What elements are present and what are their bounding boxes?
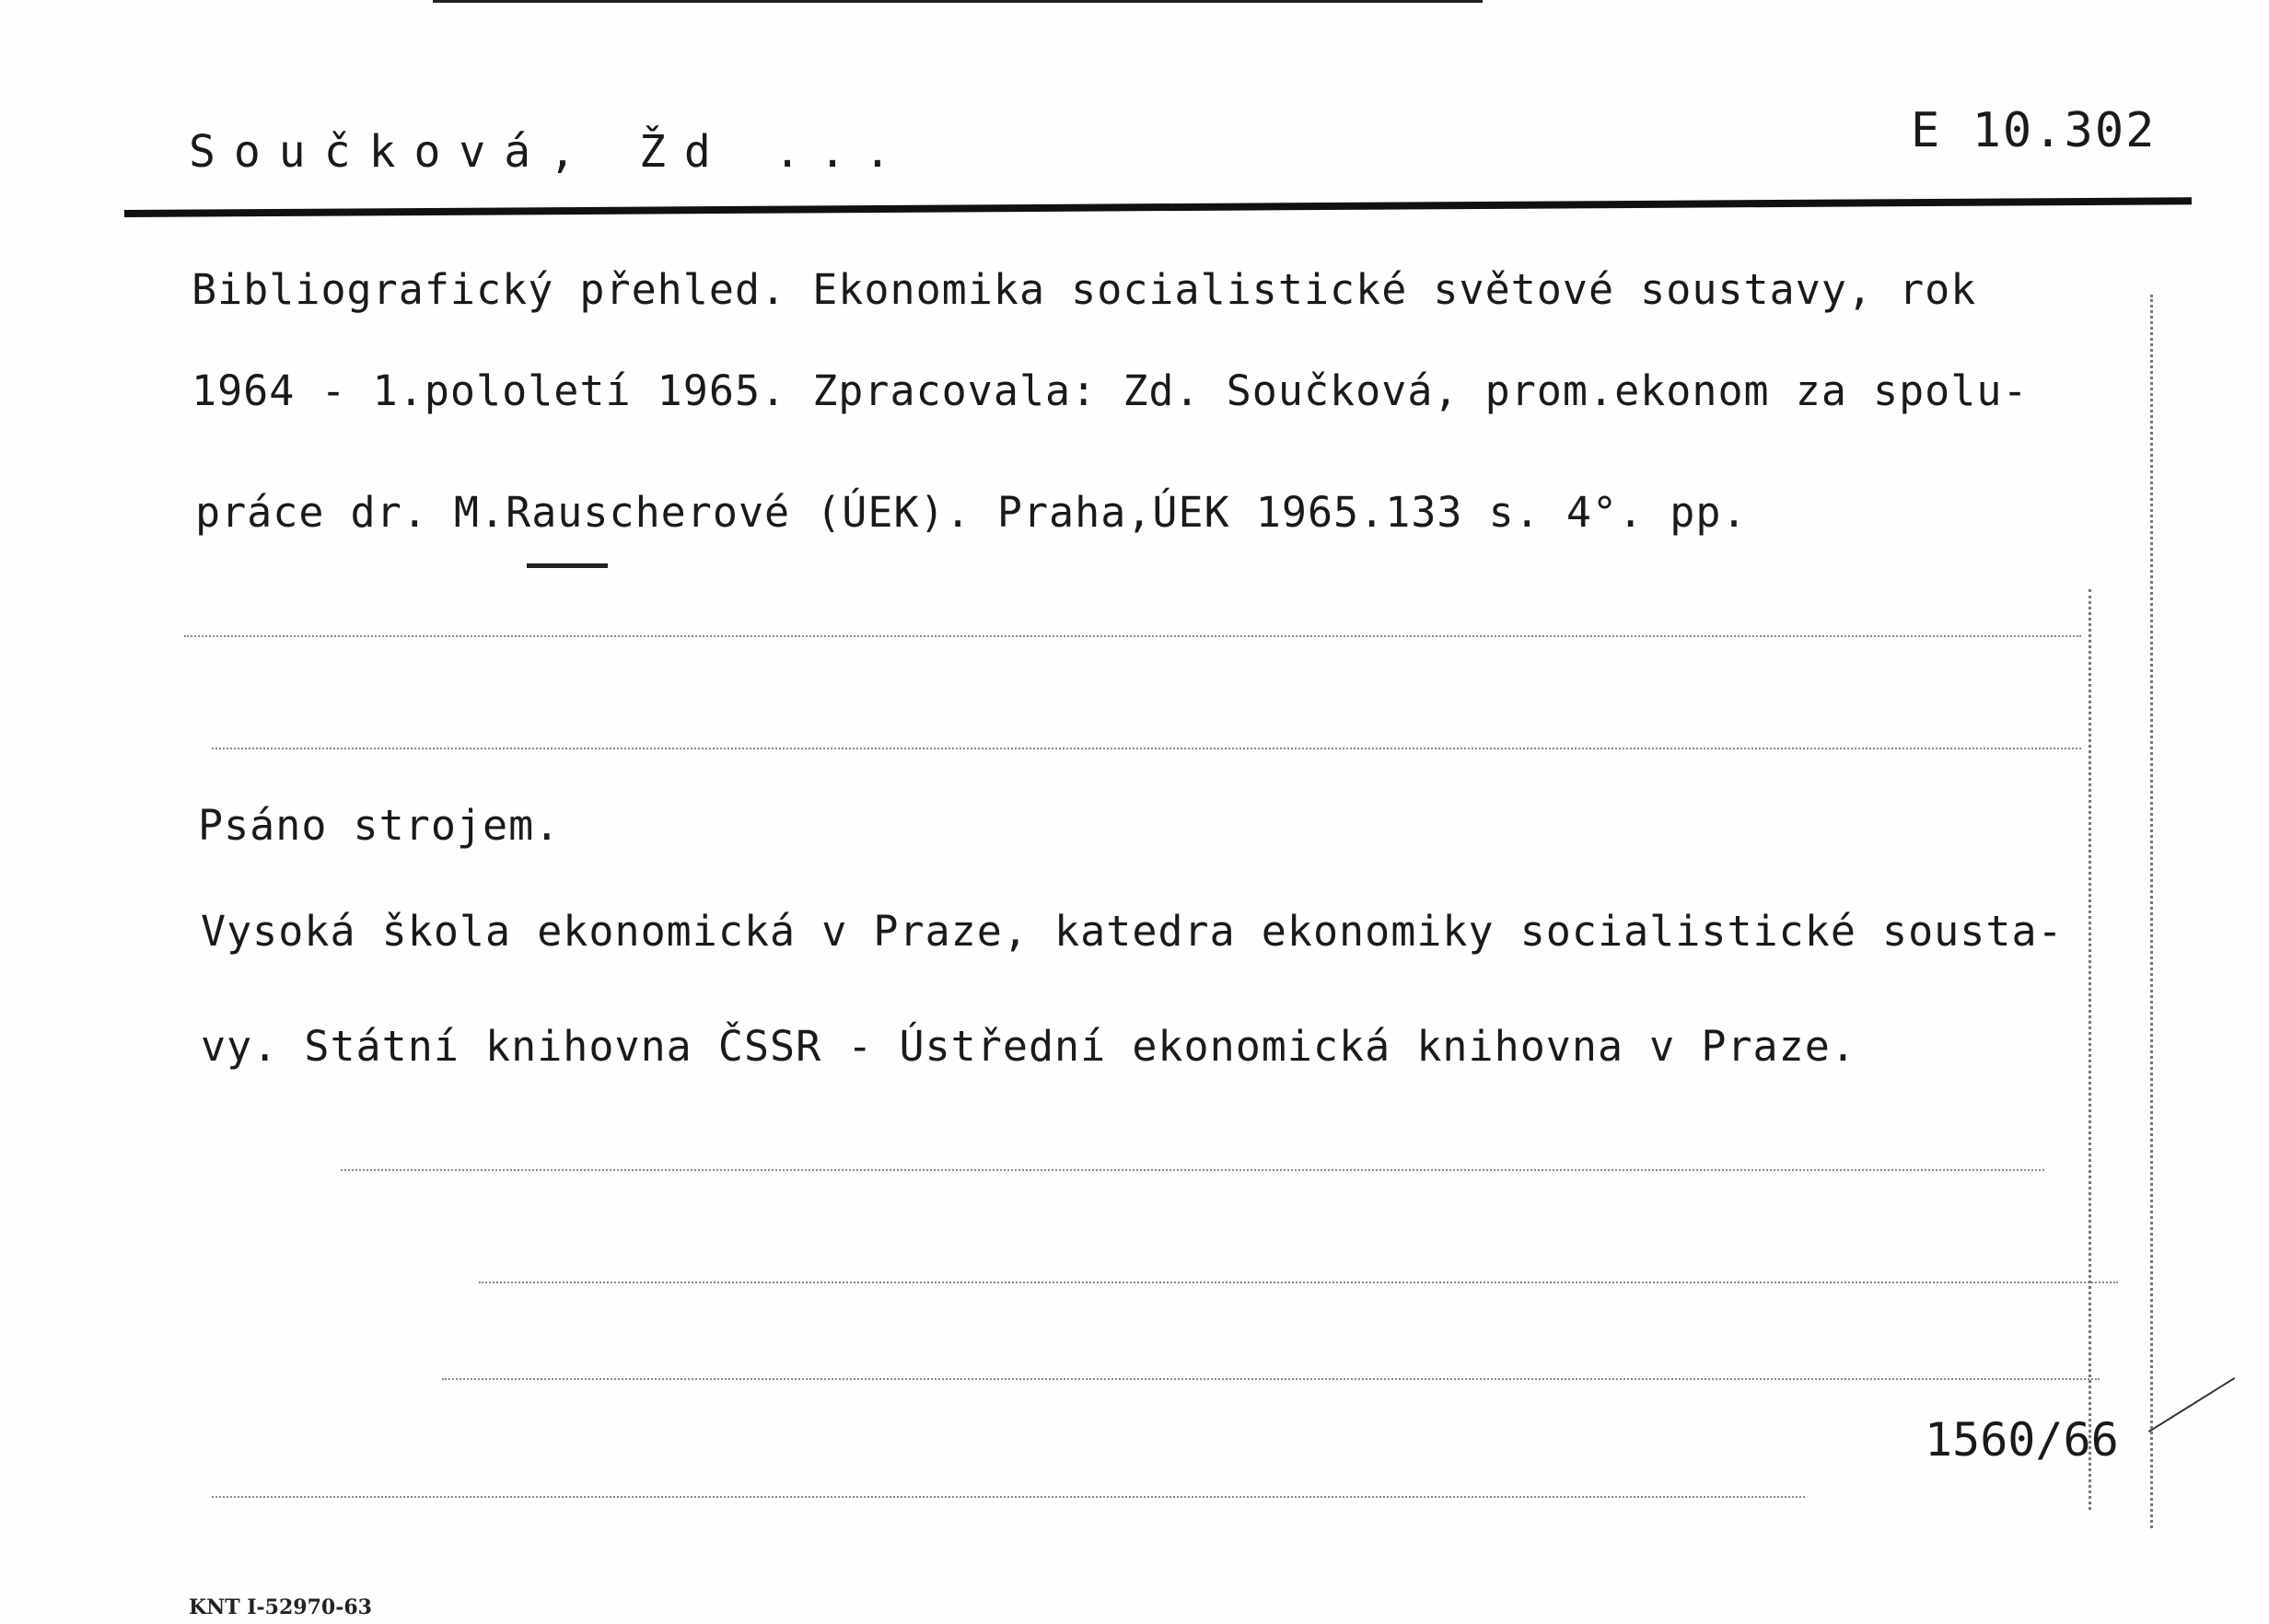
right-margin-dots-inner	[2089, 589, 2091, 1510]
ruled-line	[212, 748, 2081, 749]
description-line-1: Bibliografický přehled. Ekonomika socialistické světové soustavy, rok	[192, 265, 1977, 314]
ruled-line	[212, 1496, 1805, 1498]
accession-number: 1560/66	[1925, 1413, 2119, 1467]
ruled-line	[184, 635, 2081, 637]
author-heading: Součková, Žd ...	[189, 126, 910, 178]
ruled-line	[479, 1282, 2118, 1283]
call-number: E 10.302	[1911, 103, 2157, 158]
note-line: Psáno strojem.	[198, 801, 561, 850]
right-margin-dots	[2150, 295, 2153, 1528]
underline-mark	[527, 563, 608, 568]
header-rule	[124, 197, 2192, 217]
ruled-line	[442, 1378, 2100, 1380]
institution-line-2: vy. Státní knihovna ČSSR - Ústřední ekonomická knihovna v Praze.	[201, 1022, 1856, 1071]
accession-stroke	[2148, 1377, 2235, 1433]
institution-line-1: Vysoká škola ekonomická v Praze, katedra ekonomiky socialistické sousta-	[201, 907, 2064, 956]
top-rule	[433, 0, 1483, 3]
printer-mark: KNT I-52970-63	[189, 1595, 372, 1619]
description-line-2: 1964 - 1.pololetí 1965. Zpracovala: Zd. Součková, prom.ekonom za spolu-	[192, 366, 2029, 415]
ruled-line	[341, 1169, 2044, 1171]
description-line-3: práce dr. M.Rauscherové (ÚEK). Praha,ÚEK 1965.133 s. 4°. pp.	[195, 488, 1748, 537]
